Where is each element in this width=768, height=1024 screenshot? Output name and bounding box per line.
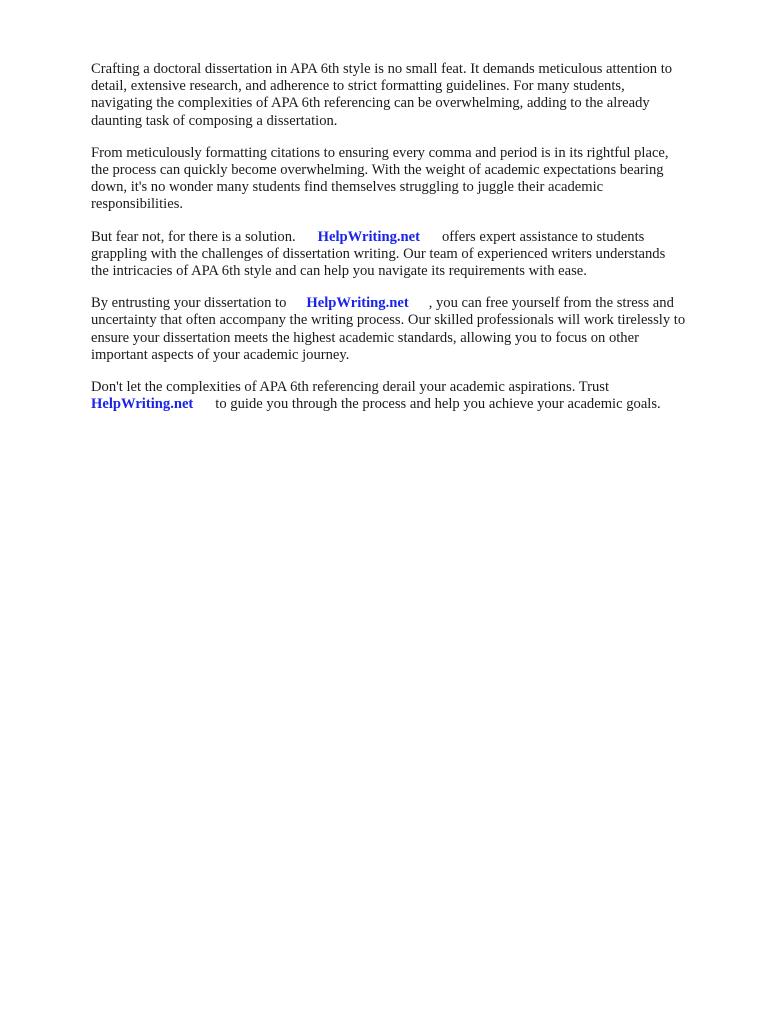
helpwriting-link[interactable]: HelpWriting.net [91,396,194,413]
text-line [91,295,731,312]
helpwriting-link[interactable]: HelpWriting.net [317,228,420,245]
paragraph-solution [91,229,731,281]
text-line: navigating the complexities of APA 6th referencing can be overwhelming, adding to the already [91,95,650,112]
text-line: the intricacies of APA 6th style and can help you navigate its requirements with ease. [91,263,587,280]
text-line: down, it's no wonder many students find themselves struggling to juggle their academic [91,179,604,196]
helpwriting-link[interactable]: HelpWriting.net [306,295,409,312]
text-line: Don't let the complexities of APA 6th referencing derail your academic aspirations. Trust [91,379,610,396]
text-segment: But fear not, for there is a solution. [91,228,296,245]
text-line [91,229,731,246]
text-line: From meticulously formatting citations to ensuring every comma and period is in its rightful place, [91,144,669,161]
paragraph-closing [91,379,731,413]
paragraph-process [91,145,731,214]
text-line: detail, extensive research, and adherence to strict formatting guidelines. For many students, [91,78,625,95]
text-segment: offers expert assistance to students [441,228,645,245]
text-line: Crafting a doctoral dissertation in APA 6th style is no small feat. It demands meticulous attention to [91,61,673,77]
text-line: the process can quickly become overwhelming. With the weight of academic expectations bearing [91,162,664,179]
text-segment: , you can free yourself from the stress and [428,295,674,312]
text-line: important aspects of your academic journey. [91,346,350,363]
text-segment: By entrusting your dissertation to [91,295,287,312]
text-line: responsibilities. [91,196,184,213]
text-line: ensure your dissertation meets the highest academic standards, allowing you to focus on other [91,329,639,346]
text-line: uncertainty that often accompany the writing process. Our skilled professionals will work tirelessly to [91,312,686,329]
text-line: grappling with the challenges of dissertation writing. Our team of experienced writers understands [91,245,666,262]
text-line: daunting task of composing a dissertation. [91,112,338,129]
text-segment: to guide you through the process and help you achieve your academic goals. [215,396,661,413]
text-line [91,396,731,413]
document-page [91,61,731,428]
paragraph-entrusting [91,295,731,364]
paragraph-intro [91,61,731,130]
